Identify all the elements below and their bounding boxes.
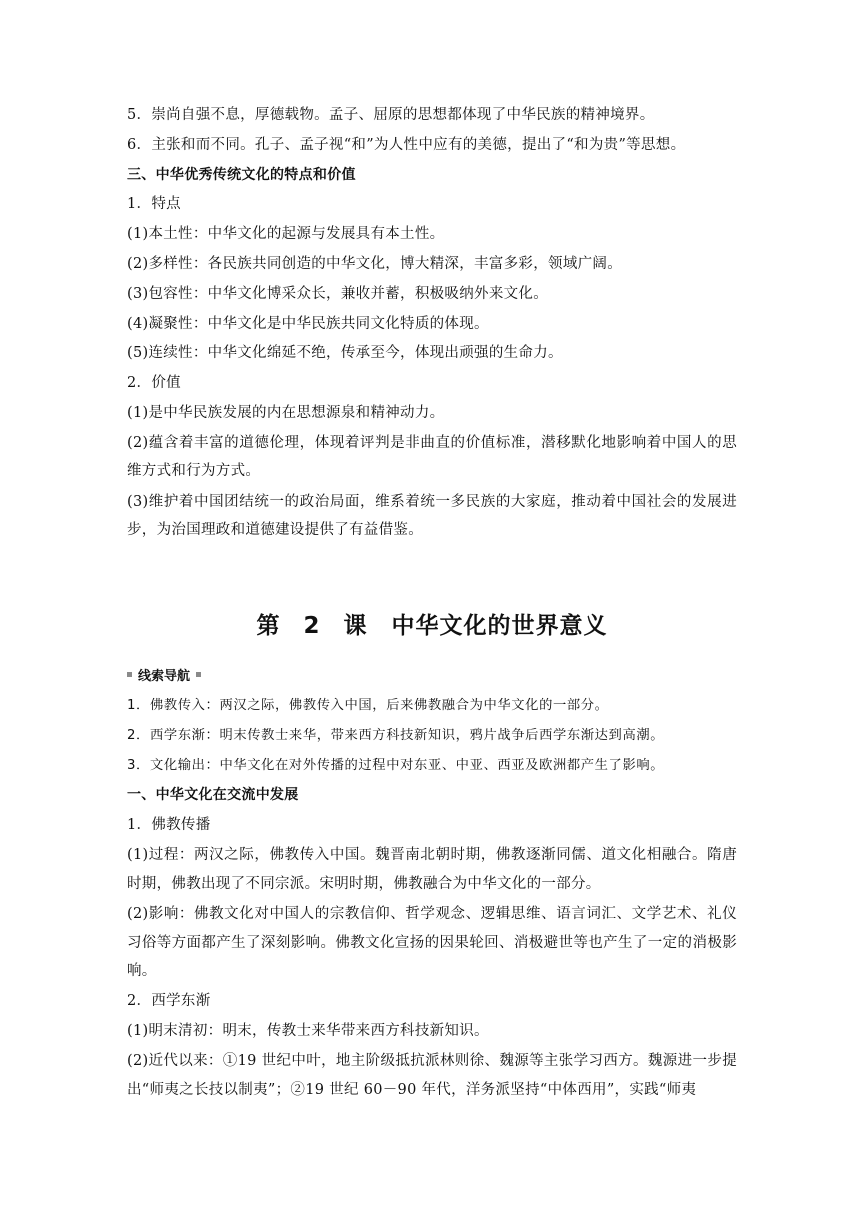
point-5: 5．崇尚自强不息，厚德载物。孟子、屈原的思想都体现了中华民族的精神境界。 <box>127 107 655 123</box>
subheading-buddhism: 1．佛教传播 <box>127 817 211 834</box>
western-learning-2: (2)近代以来：①19 世纪中叶，地主阶级抵抗派林则徐、魏源等主张学习西方。魏源进一步提出“师夷之长技以制夷”；②19 世纪 60－90 年代，洋务派坚持“中体西用”，实践“师夷 <box>127 1053 737 1098</box>
lesson-title: 第 2 课 中华文化的世界意义 <box>256 612 608 639</box>
clue-navigation-label <box>127 662 737 688</box>
section-heading-3: 三、中华优秀传统文化的特点和价值 <box>127 166 356 183</box>
subheading-value: 2．价值 <box>127 375 181 392</box>
clue-2: 2．西学东渐：明末传教士来华，带来西方科技新知识，鸦片战争后西学东渐达到高潮。 <box>127 727 665 743</box>
buddhism-process: (1)过程：两汉之际，佛教传入中国。魏晋南北朝时期，佛教逐渐同儒、道文化相融合。隋唐时期，佛教出现了不同宗派。宋明时期，佛教融合为中华文化的一部分。 <box>127 846 737 892</box>
value-3: (3)维护着中国团结统一的政治局面，维系着统一多民族的大家庭，推动着中国社会的发展进步，为治国理政和道德建设提供了有益借鉴。 <box>127 493 737 539</box>
square-bullet-icon <box>127 672 132 677</box>
point-6: 6．主张和而不同。孔子、孟子视“和”为人性中应有的美德，提出了“和为贵”等思想。 <box>127 136 686 153</box>
square-bullet-icon <box>196 672 201 677</box>
subheading-western-learning: 2．西学东渐 <box>127 993 211 1010</box>
feature-1: (1)本土性：中华文化的起源与发展具有本土性。 <box>127 226 445 243</box>
feature-3: (3)包容性：中华文化博采众长，兼收并蓄，积极吸纳外来文化。 <box>127 285 549 302</box>
clue-3: 3．文化输出：中华文化在对外传播的过程中对东亚、中亚、西亚及欧洲都产生了影响。 <box>127 757 665 773</box>
feature-5: (5)连续性：中华文化绵延不绝，传承至今，体现出顽强的生命力。 <box>127 345 563 362</box>
clue-1: 1．佛教传入：两汉之际，佛教传入中国，后来佛教融合为中华文化的一部分。 <box>127 697 609 713</box>
subheading-features: 1．特点 <box>127 196 181 213</box>
buddhism-influence: (2)影响：佛教文化对中国人的宗教信仰、哲学观念、逻辑思维、语言词汇、文学艺术、礼仪习俗等方面都产生了深刻影响。佛教文化宣扬的因果轮回、消极避世等也产生了一定的消极影响。 <box>127 905 737 980</box>
value-2: (2)蕴含着丰富的道德伦理，体现着评判是非曲直的价值标准，潜移默化地影响着中国人的思维方式和行为方式。 <box>127 434 737 480</box>
section-heading-1: 一、中华文化在交流中发展 <box>127 787 299 804</box>
feature-2: (2)多样性：各民族共同创造的中华文化，博大精深，丰富多彩，领域广阔。 <box>127 255 623 272</box>
page-content <box>127 101 737 1106</box>
clue-navigation-text: 线索导航 <box>138 669 191 685</box>
value-1: (1)是中华民族发展的内在思想源泉和精神动力。 <box>127 404 445 421</box>
feature-4: (4)凝聚性：中华文化是中华民族共同文化特质的体现。 <box>127 315 489 332</box>
western-learning-1: (1)明末清初：明末，传教士来华带来西方科技新知识。 <box>127 1023 489 1040</box>
